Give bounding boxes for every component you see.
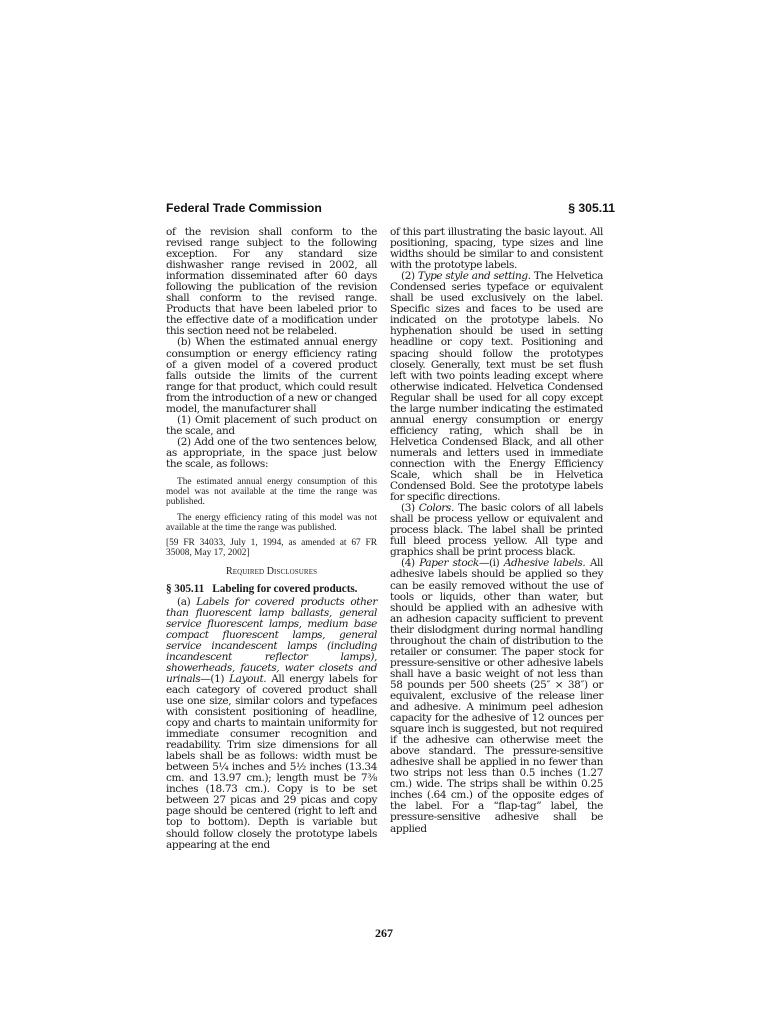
italic-run: Type style and setting. [417, 270, 531, 283]
citation: [59 FR 34033, July 1, 1994, as amended at 67 FR 35008, May 17, 2002] [166, 538, 377, 559]
text-run: All adhesive labels should be applied so they can be easily removed without the use of tools or liquids, other than water, but should be applied with an adhesive with an adhesion capacity sufficient to prevent their dislodgment during normal handling throughout the chain of distribution to the retailer or consumer. The paper stock for pressure-sensitive or other adhesive labels shall have a basic weight of not less than 58 pounds per 500 sheets (25″ × 38″) or equivalent, exclusive of the release liner and adhesive. A minimum peel adhesion capacity for the adhesive of 12 ounces per square inch is suggested, but not required if the adhesive can otherwise meet the above standard. The pressure-sensitive adhesive shall be applied in no fewer than two strips not less than 0.5 inches (1.27 cm.) wide. The strips shall be within 0.25 inches (.64 cm.) of the opposite edges of the label. For a “flap-tag” label, the pressure-sensitive adhesive shall be applied [390, 557, 603, 835]
agency-name: Federal Trade Commission [166, 201, 322, 215]
italic-run: Layout. [229, 672, 267, 685]
quoted-sentence: The estimated annual energy consumption of this model was not available at the time the range was published. [166, 477, 377, 508]
quoted-sentence: The energy efficiency rating of this model was not available at the time the range was published. [166, 512, 377, 533]
paragraph [390, 558, 603, 834]
running-header [166, 201, 615, 221]
paragraph [166, 597, 377, 851]
text-run: (4) [401, 557, 420, 570]
paragraph: (1) Omit placement of such product on the scale, and [166, 413, 377, 437]
italic-run: Colors. [418, 502, 454, 515]
italic-run: Adhesive labels. [503, 557, 586, 570]
italic-run: Paper stock [419, 557, 479, 570]
paragraph [390, 503, 603, 558]
subpart-heading: Required Disclosures [225, 566, 318, 578]
paragraph: (b) When the estimated annual energy consumption or energy efficiency rating of a given model of a covered product falls outside the limits of the current range for that product, which could result from the introduction of a new or changed model, the manufacturer shall [166, 336, 377, 415]
right-column [390, 227, 603, 835]
section-heading: § 305.11 Labeling for covered products. [166, 582, 358, 595]
page-number: 267 [375, 926, 393, 940]
paragraph: of the revision shall conform to the revised range subject to the following exception. For any standard size dishwasher range revised in 2002, all information disseminated after 60 days following the publication of the revision shall conform to the revised range. Products that have been labeled prior to the effective date of a modification under this section need not be relabeled. [166, 226, 377, 338]
text-run: —(i) [478, 557, 504, 570]
text-run: (a) [177, 595, 197, 608]
text-run: All energy labels for each category of covered product shall use one size, similar colors and typefaces with consistent positioning of headline, copy and charts to maintain uniformity for immediate consumer recognition and readability. Trim size dimensions for all labels shall be as follows: width must be between 5¼ inches and 5½ inches (13.34 cm. and 13.97 cm.); length must be 7⅜ inches (18.73 cm.). Copy is to be set between 27 picas and 29 picas and copy page should be centered (right to left and top to bottom). Depth is variable but should follow closely the prototype labels appearing at the end [166, 672, 378, 851]
italic-run: Labels for covered products other than fluorescent lamp ballasts, general service fluorescent lamps, medium base compact fluorescent lamps, general service incandescent lamps (including incandescent reflector lamps), showerheads, faucets, water closets and urinals [166, 595, 377, 685]
paragraph: (2) Add one of the two sentences below, as appropriate, in the space just below the scale, as follows: [166, 435, 377, 470]
left-column [166, 227, 377, 851]
text-run: The basic colors of all labels shall be process yellow or equivalent and process black. The label shall be printed full bleed process yellow. All type and graphics shall be print process black. [390, 502, 603, 559]
text-run: (3) [401, 502, 419, 515]
text-run: (2) [401, 270, 418, 283]
text-run: The Helvetica Condensed series typeface or equivalent shall be used exclusively on the label. Specific sizes and faces to be used are indicated on the prototype labels. No hyphenation should be used in setting headline or copy text. Positioning and spacing should follow the prototypes closely. Generally, text must be set flush left with two points leading except where otherwise indicated. Helvetica Condensed Regular shall be used for all copy except the large number indicating the estimated annual energy consumption or energy efficiency rating, which shall be in Helvetica Condensed Black, and all other numerals and letters used in immediate connection with the Energy Efficiency Scale, which shall be in Helvetica Condensed Bold. See the prototype labels for specific directions. [390, 270, 603, 504]
text-run: —(1) [200, 672, 230, 685]
section-number: § 305.11 [568, 201, 615, 215]
paragraph [390, 271, 603, 503]
paragraph: of this part illustrating the basic layout. All positioning, spacing, type sizes and line widths should be similar to and consistent with the prototype labels. [390, 226, 603, 272]
